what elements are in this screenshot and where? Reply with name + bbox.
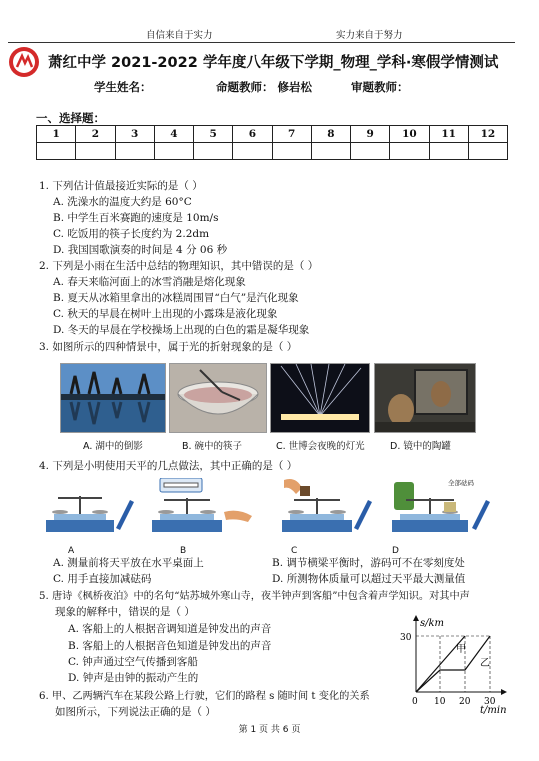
graph-x-label: t/min bbox=[480, 705, 507, 716]
header-rule bbox=[8, 42, 515, 43]
photo-expo-lights bbox=[270, 363, 370, 433]
answer-cell[interactable] bbox=[76, 143, 115, 160]
balance-figure-b bbox=[152, 478, 256, 544]
grid-number: 12 bbox=[468, 126, 507, 143]
q6-stem-line1: 6. 甲、乙两辆汽车在某段公路上行驶，它们的路程 s 随时间 t 变化的关系 bbox=[39, 691, 370, 702]
student-name-label: 学生姓名： bbox=[94, 80, 152, 94]
answer-cell[interactable] bbox=[311, 143, 350, 160]
q2-stem: 2. 下列是小雨在生活中总结的物理知识，其中错误的是（ ） bbox=[39, 260, 319, 272]
grid-number: 5 bbox=[194, 126, 233, 143]
photo-lake-reflection bbox=[60, 363, 166, 433]
q4-figure-label-d: D bbox=[392, 546, 399, 556]
answer-cell[interactable] bbox=[351, 143, 390, 160]
answer-cell[interactable] bbox=[37, 143, 76, 160]
answer-cell[interactable] bbox=[468, 143, 507, 160]
q3-stem: 3. 如图所示的四种情景中，属于光的折射现象的是（ ） bbox=[39, 341, 298, 353]
answer-grid-blanks[interactable] bbox=[37, 143, 508, 160]
photo-chopsticks-bowl bbox=[169, 363, 267, 433]
q4-option-a: A. 测量前将天平放在水平桌面上 bbox=[53, 557, 204, 569]
graph-x-tick: 10 bbox=[434, 697, 446, 707]
q5-stem-line2: 现象的解释中，错误的是（ ） bbox=[55, 606, 195, 618]
q4-option-b: B. 调节横梁平衡时，游码可不在零刻度处 bbox=[272, 557, 465, 569]
q4-option-d: D. 所测物体质量可以超过天平最大测量值 bbox=[272, 573, 466, 585]
exam-title: 萧红中学 2021-2022 学年度八年级下学期_物理_学科·寒假学情测试 bbox=[48, 55, 499, 71]
q5-option-d: D. 钟声是由钟的振动产生的 bbox=[68, 672, 199, 684]
q2-option-c: C. 秋天的早晨在树叶上出现的小露珠是液化现象 bbox=[53, 308, 278, 320]
q1-option-c: C. 吃饭用的筷子长度约为 2.2dm bbox=[53, 228, 210, 240]
balance-figure-c bbox=[278, 478, 378, 544]
q4-figure-label-c: C bbox=[291, 546, 298, 556]
grid-number: 11 bbox=[429, 126, 468, 143]
answer-cell[interactable] bbox=[429, 143, 468, 160]
graph-y-tick: 30 bbox=[400, 633, 412, 643]
answer-cell[interactable] bbox=[154, 143, 193, 160]
balance-figure-d bbox=[388, 478, 498, 544]
graph-x-tick: 30 bbox=[484, 697, 496, 707]
grid-number: 7 bbox=[272, 126, 311, 143]
q5-option-a: A. 客船上的人根据音调知道是钟发出的声音 bbox=[68, 623, 272, 635]
q4-option-c: C. 用手直接加减砝码 bbox=[53, 573, 152, 585]
balance-figure-a bbox=[46, 478, 136, 544]
grid-number: 6 bbox=[233, 126, 272, 143]
answer-cell[interactable] bbox=[115, 143, 154, 160]
graph-line-b bbox=[416, 636, 490, 692]
grid-number: 1 bbox=[37, 126, 76, 143]
q1-stem: 1. 下列估计值最接近实际的是（ ） bbox=[39, 180, 203, 192]
graph-x-tick: 20 bbox=[459, 697, 471, 707]
q2-option-a: A. 春天来临河面上的冰雪消融是熔化现象 bbox=[53, 276, 246, 288]
graph-y-label: s/km bbox=[420, 618, 445, 629]
q3-caption-c: C. 世博会夜晚的灯光 bbox=[276, 441, 365, 452]
grid-number: 9 bbox=[351, 126, 390, 143]
q1-option-a: A. 洗澡水的温度大约是 60°C bbox=[53, 196, 192, 208]
q4-figure-note: 全部砝码 bbox=[448, 479, 474, 487]
answer-cell[interactable] bbox=[272, 143, 311, 160]
header-motto-right: 实力来自于努力 bbox=[336, 30, 403, 41]
setter-teacher: 命题教师： 修岩松 bbox=[216, 80, 313, 94]
q5-stem-line1: 5. 唐诗《枫桥夜泊》中的名句“姑苏城外寒山寺，夜半钟声到客船”中包含着声学知识。对其中声 bbox=[39, 591, 470, 602]
q4-figure-label-a: A bbox=[68, 546, 75, 556]
answer-grid bbox=[36, 125, 508, 160]
header-motto-left: 自信来自于实力 bbox=[146, 30, 213, 41]
section-heading: 一、选择题： bbox=[36, 111, 105, 125]
grid-number: 3 bbox=[115, 126, 154, 143]
q4-stem: 4. 下列是小明使用天平的几点做法，其中正确的是（ ） bbox=[39, 460, 298, 472]
graph-x-tick: 0 bbox=[412, 697, 418, 707]
q2-option-d: D. 冬天的早晨在学校操场上出现的白色的霜是凝华现象 bbox=[53, 324, 310, 336]
q3-caption-d: D. 镜中的陶罐 bbox=[390, 441, 451, 452]
q3-caption-b: B. 碗中的筷子 bbox=[182, 441, 243, 452]
school-logo-icon bbox=[8, 46, 40, 78]
grid-number: 8 bbox=[311, 126, 350, 143]
q1-option-b: B. 中学生百米赛跑的速度是 10m/s bbox=[53, 212, 219, 224]
q2-option-b: B. 夏天从冰箱里拿出的冰糕周围冒“白气”是汽化现象 bbox=[53, 292, 299, 304]
q6-stem-line2: 如图所示，下列说法正确的是（ ） bbox=[55, 706, 216, 718]
grid-number: 4 bbox=[154, 126, 193, 143]
answer-cell[interactable] bbox=[194, 143, 233, 160]
answer-cell[interactable] bbox=[390, 143, 429, 160]
graph-series-a-label: 甲 bbox=[456, 644, 466, 655]
q5-option-b: B. 客船上的人根据音色知道是钟发出的声音 bbox=[68, 640, 272, 652]
photo-mirror-pot bbox=[374, 363, 476, 433]
q5-option-c: C. 钟声通过空气传播到客船 bbox=[68, 656, 198, 668]
q4-figure-label-b: B bbox=[180, 546, 187, 556]
grid-number: 10 bbox=[390, 126, 429, 143]
answer-grid-numbers bbox=[37, 126, 508, 143]
answer-cell[interactable] bbox=[233, 143, 272, 160]
graph-series-b-label: 乙 bbox=[480, 658, 490, 669]
q1-option-d: D. 我国国歌演奏的时间是 4 分 06 秒 bbox=[53, 244, 228, 256]
st-graph bbox=[396, 612, 508, 716]
reviewer-label: 审题教师： bbox=[351, 80, 409, 94]
q3-caption-a: A. 湖中的倒影 bbox=[83, 441, 143, 452]
grid-number: 2 bbox=[76, 126, 115, 143]
page-footer: 第 1 页 共 6 页 bbox=[238, 725, 301, 735]
